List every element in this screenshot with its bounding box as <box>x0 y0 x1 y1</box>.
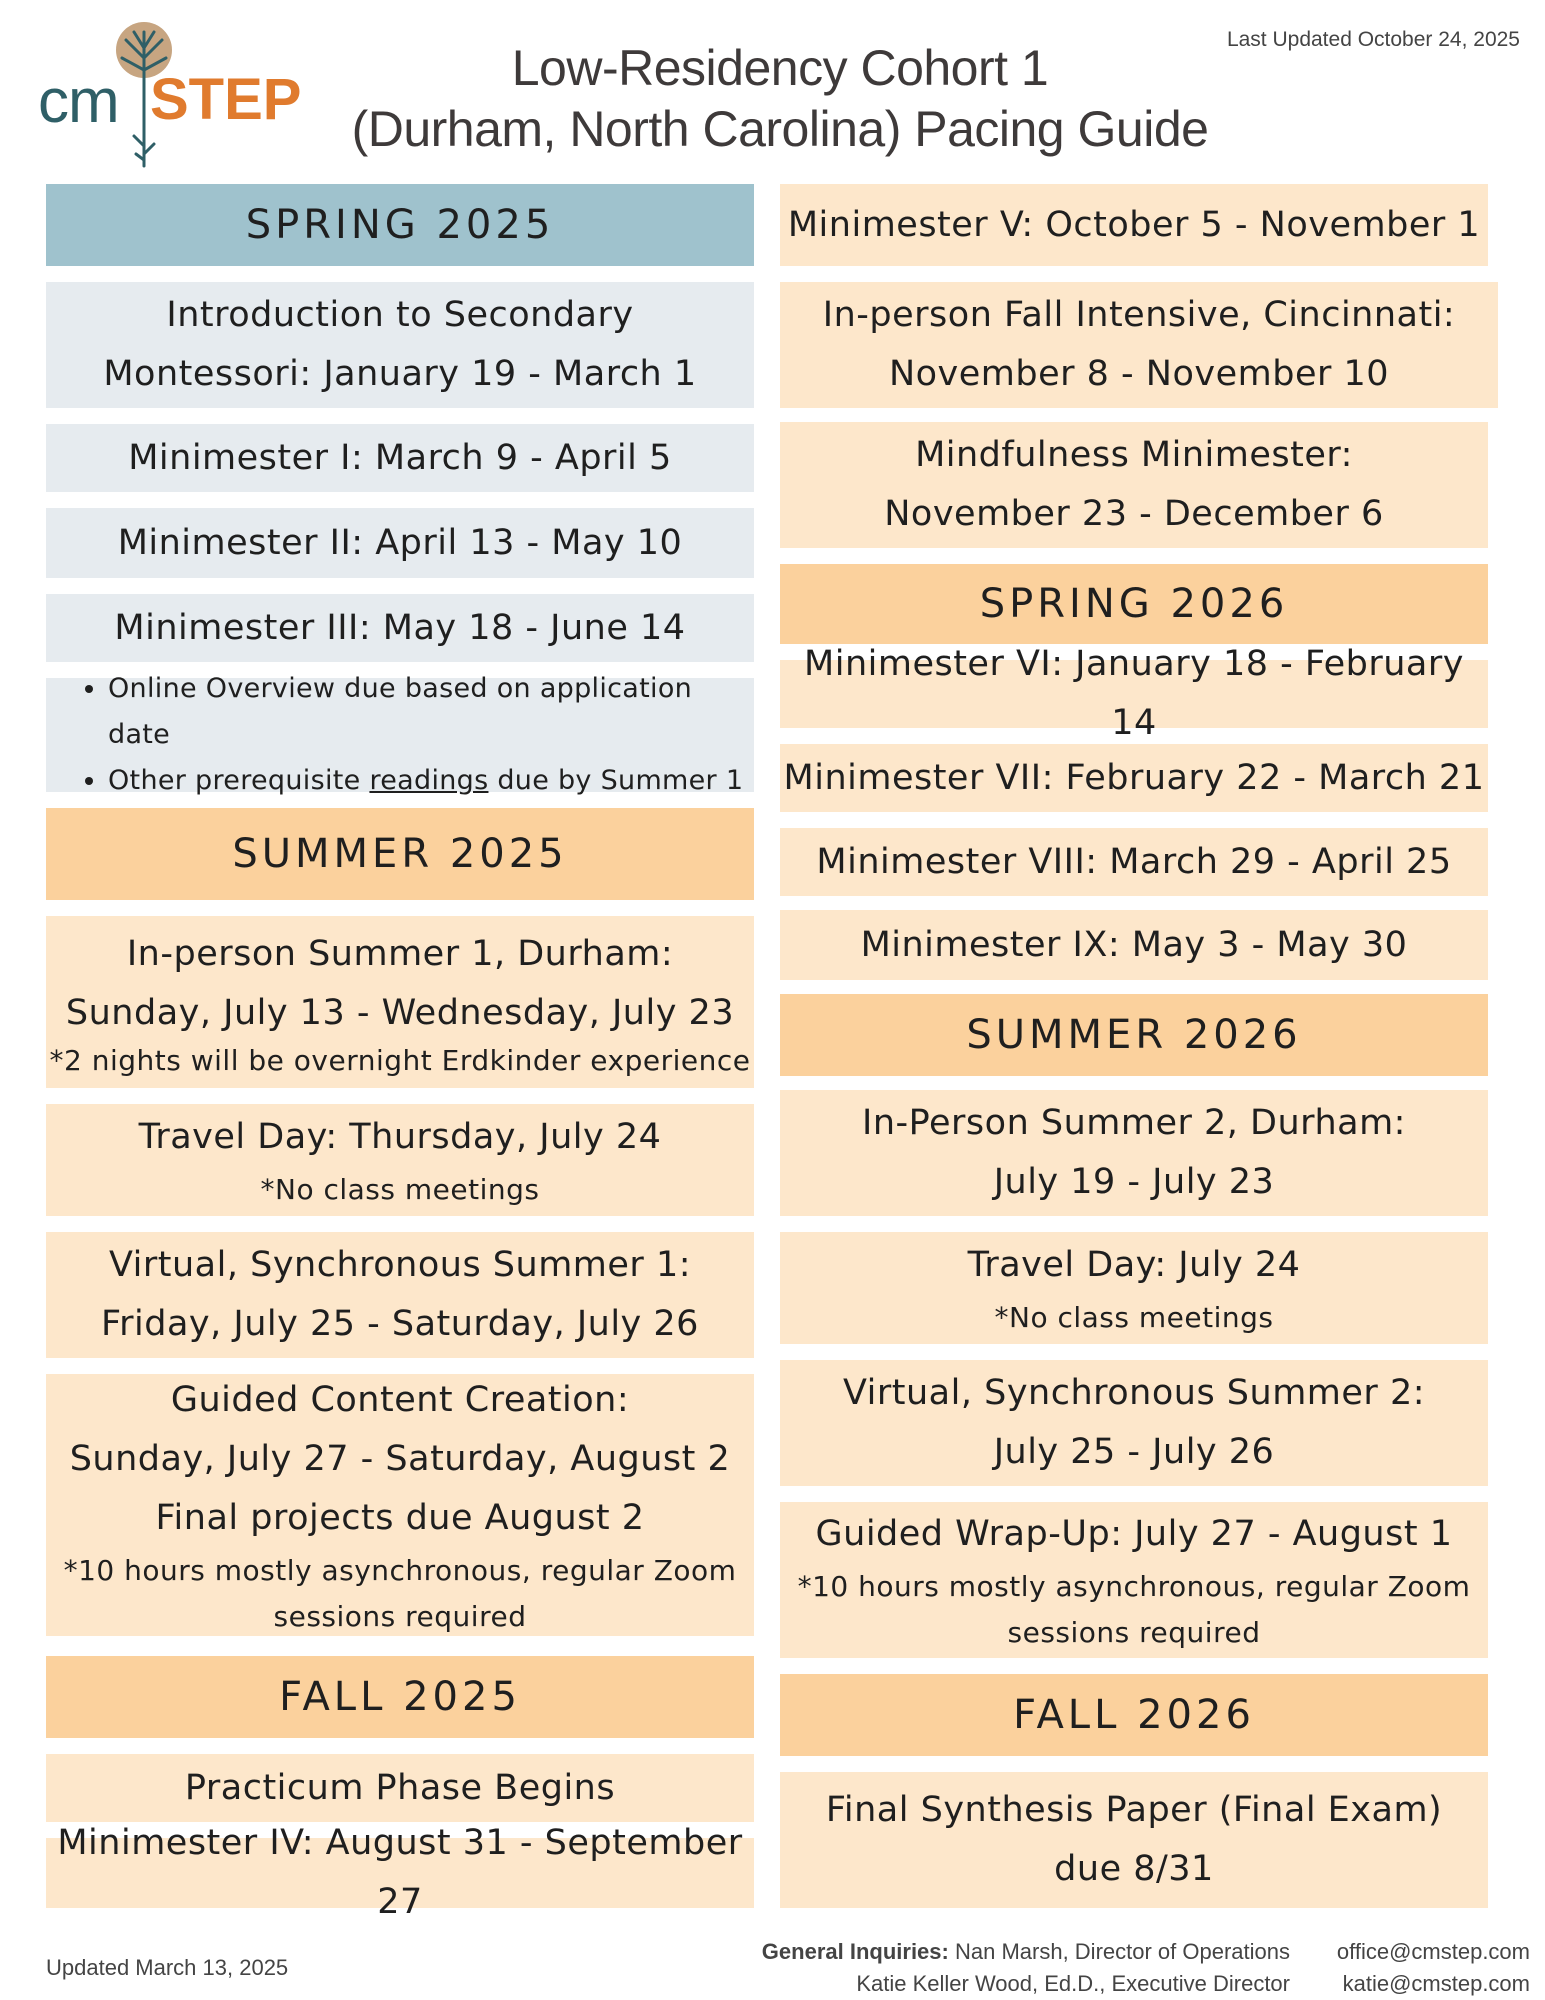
spring-2025-heading: SPRING 2025 <box>245 202 555 248</box>
wrap-up-line-1: Guided Wrap-Up: July 27 - August 1 <box>815 1513 1453 1554</box>
prerequisites-list <box>86 666 754 804</box>
intro-line-2: Montessori: January 19 - March 1 <box>103 354 697 394</box>
guided-content-creation-box <box>46 1374 754 1636</box>
travel-day-2025-box <box>46 1104 754 1216</box>
fall-intensive-line-1: In-person Fall Intensive, Cincinnati: <box>822 295 1456 335</box>
fall-intensive-line-2: November 8 - November 10 <box>888 354 1390 394</box>
minimester-4-box <box>46 1823 754 1922</box>
spring-2026-header <box>780 564 1488 644</box>
contact-2-email[interactable]: katie@cmstep.com <box>1342 1971 1530 1996</box>
summer-2-line-2: July 19 - July 23 <box>993 1162 1275 1202</box>
virtual-summer-1-box <box>46 1232 754 1358</box>
gcc-line-2: Sunday, July 27 - Saturday, August 2 <box>69 1438 731 1479</box>
logo-cm: cm <box>38 67 119 136</box>
minimester-3-box <box>46 594 754 662</box>
summer-2025-heading: SUMMER 2025 <box>232 831 568 877</box>
minimester-5-text: Minimester V: October 5 - November 1 <box>787 204 1481 245</box>
wrap-up-note-2: sessions required <box>1007 1615 1261 1649</box>
contact-2-name: Katie Keller Wood, Ed.D., Executive Director <box>856 1971 1290 1996</box>
virtual-summer-2-line-1: Virtual, Synchronous Summer 2: <box>842 1373 1426 1413</box>
logo-step: STEP <box>150 67 302 132</box>
contacts <box>640 1936 1530 2000</box>
contact-row <box>640 1968 1530 2000</box>
readings-link[interactable]: readings <box>369 765 489 796</box>
page-title <box>290 38 1270 160</box>
spring-2026-heading: SPRING 2026 <box>979 581 1289 627</box>
mindfulness-box <box>780 422 1488 548</box>
virtual-summer-1-line-2: Friday, July 25 - Saturday, July 26 <box>101 1304 699 1344</box>
guided-wrap-up-box <box>780 1502 1488 1658</box>
practicum-box <box>46 1754 754 1822</box>
virtual-summer-2-line-2: July 25 - July 26 <box>993 1432 1275 1472</box>
summer-1-box <box>46 916 754 1088</box>
updated-date: Updated March 13, 2025 <box>46 1955 289 1980</box>
prerequisites-box <box>46 673 754 796</box>
travel-day-2025-text: Travel Day: Thursday, July 24 <box>138 1116 662 1157</box>
final-synthesis-line-2: due 8/31 <box>1054 1849 1214 1889</box>
contact-row <box>640 1936 1530 1968</box>
intro-box <box>46 282 754 408</box>
travel-day-2026-text: Travel Day: July 24 <box>967 1244 1301 1285</box>
gcc-note-1: *10 hours mostly asynchronous, regular Zoom <box>63 1553 737 1587</box>
fall-2026-heading: FALL 2026 <box>1013 1692 1255 1738</box>
summer-1-note: *2 nights will be overnight Erdkinder experience <box>49 1044 751 1077</box>
contact-1-email[interactable]: office@cmstep.com <box>1336 1939 1530 1964</box>
wrap-up-note-1: *10 hours mostly asynchronous, regular Zoom <box>797 1569 1471 1603</box>
final-synthesis-line-1: Final Synthesis Paper (Final Exam) <box>825 1790 1443 1830</box>
summer-2-line-1: In-Person Summer 2, Durham: <box>862 1103 1406 1143</box>
summer-1-line-2: Sunday, July 13 - Wednesday, July 23 <box>65 993 735 1033</box>
minimester-1-box <box>46 424 754 492</box>
summer-1-line-1: In-person Summer 1, Durham: <box>126 934 674 974</box>
spring-2025-header <box>46 184 754 266</box>
summer-2026-header <box>780 994 1488 1076</box>
mindfulness-line-2: November 23 - December 6 <box>884 494 1384 534</box>
minimester-1-text: Minimester I: March 9 - April 5 <box>128 437 672 478</box>
last-updated: Last Updated October 24, 2025 <box>1226 28 1520 51</box>
minimester-7-box <box>780 744 1488 812</box>
minimester-8-box <box>780 828 1488 896</box>
travel-day-2026-box <box>780 1232 1488 1344</box>
prerequisite-text: Other prerequisite <box>108 765 370 796</box>
minimester-5-box <box>780 184 1488 266</box>
fall-2026-header <box>780 1674 1488 1756</box>
prerequisite-item <box>108 758 754 804</box>
minimester-6-text: Minimester VI: January 18 - February 14 <box>804 644 1464 743</box>
travel-day-2025-note: *No class meetings <box>260 1172 540 1206</box>
inquiries-label: General Inquiries: <box>761 1939 949 1964</box>
minimester-4-text: Minimester IV: August 31 - September 27 <box>57 1823 743 1922</box>
virtual-summer-1-line-1: Virtual, Synchronous Summer 1: <box>108 1245 692 1285</box>
prerequisite-item <box>108 666 754 758</box>
gcc-line-3: Final projects due August 2 <box>155 1497 645 1538</box>
minimester-2-text: Minimester II: April 13 - May 10 <box>117 522 683 563</box>
practicum-text: Practicum Phase Begins <box>184 1767 616 1808</box>
minimester-8-text: Minimester VIII: March 29 - April 25 <box>816 841 1452 882</box>
prerequisite-text: due by Summer 1 <box>488 765 744 796</box>
gcc-note-2: sessions required <box>273 1599 527 1633</box>
virtual-summer-2-box <box>780 1360 1488 1486</box>
summer-2-box <box>780 1090 1488 1216</box>
prerequisite-text: Online Overview due based on application date <box>108 673 693 750</box>
minimester-2-box <box>46 508 754 578</box>
minimester-3-text: Minimester III: May 18 - June 14 <box>114 607 686 648</box>
minimester-6-box <box>780 644 1488 743</box>
title-line-1: Low-Residency Cohort 1 <box>511 40 1049 96</box>
contact-1-name: Nan Marsh, Director of Operations <box>948 1939 1290 1964</box>
fall-2025-heading: FALL 2025 <box>279 1674 521 1720</box>
minimester-9-box <box>780 910 1488 980</box>
minimester-7-text: Minimester VII: February 22 - March 21 <box>783 757 1485 798</box>
title-line-2: (Durham, North Carolina) Pacing Guide <box>351 101 1209 157</box>
logo <box>38 18 302 168</box>
summer-2025-header <box>46 808 754 900</box>
gcc-line-1: Guided Content Creation: <box>170 1379 630 1420</box>
intro-line-1: Introduction to Secondary <box>166 295 634 335</box>
fall-intensive-box <box>780 282 1498 408</box>
summer-2026-heading: SUMMER 2026 <box>966 1012 1302 1058</box>
mindfulness-line-1: Mindfulness Minimester: <box>915 435 1353 475</box>
travel-day-2026-note: *No class meetings <box>994 1300 1274 1334</box>
final-synthesis-box <box>780 1772 1488 1908</box>
fall-2025-header <box>46 1656 754 1738</box>
minimester-9-text: Minimester IX: May 3 - May 30 <box>860 924 1408 965</box>
